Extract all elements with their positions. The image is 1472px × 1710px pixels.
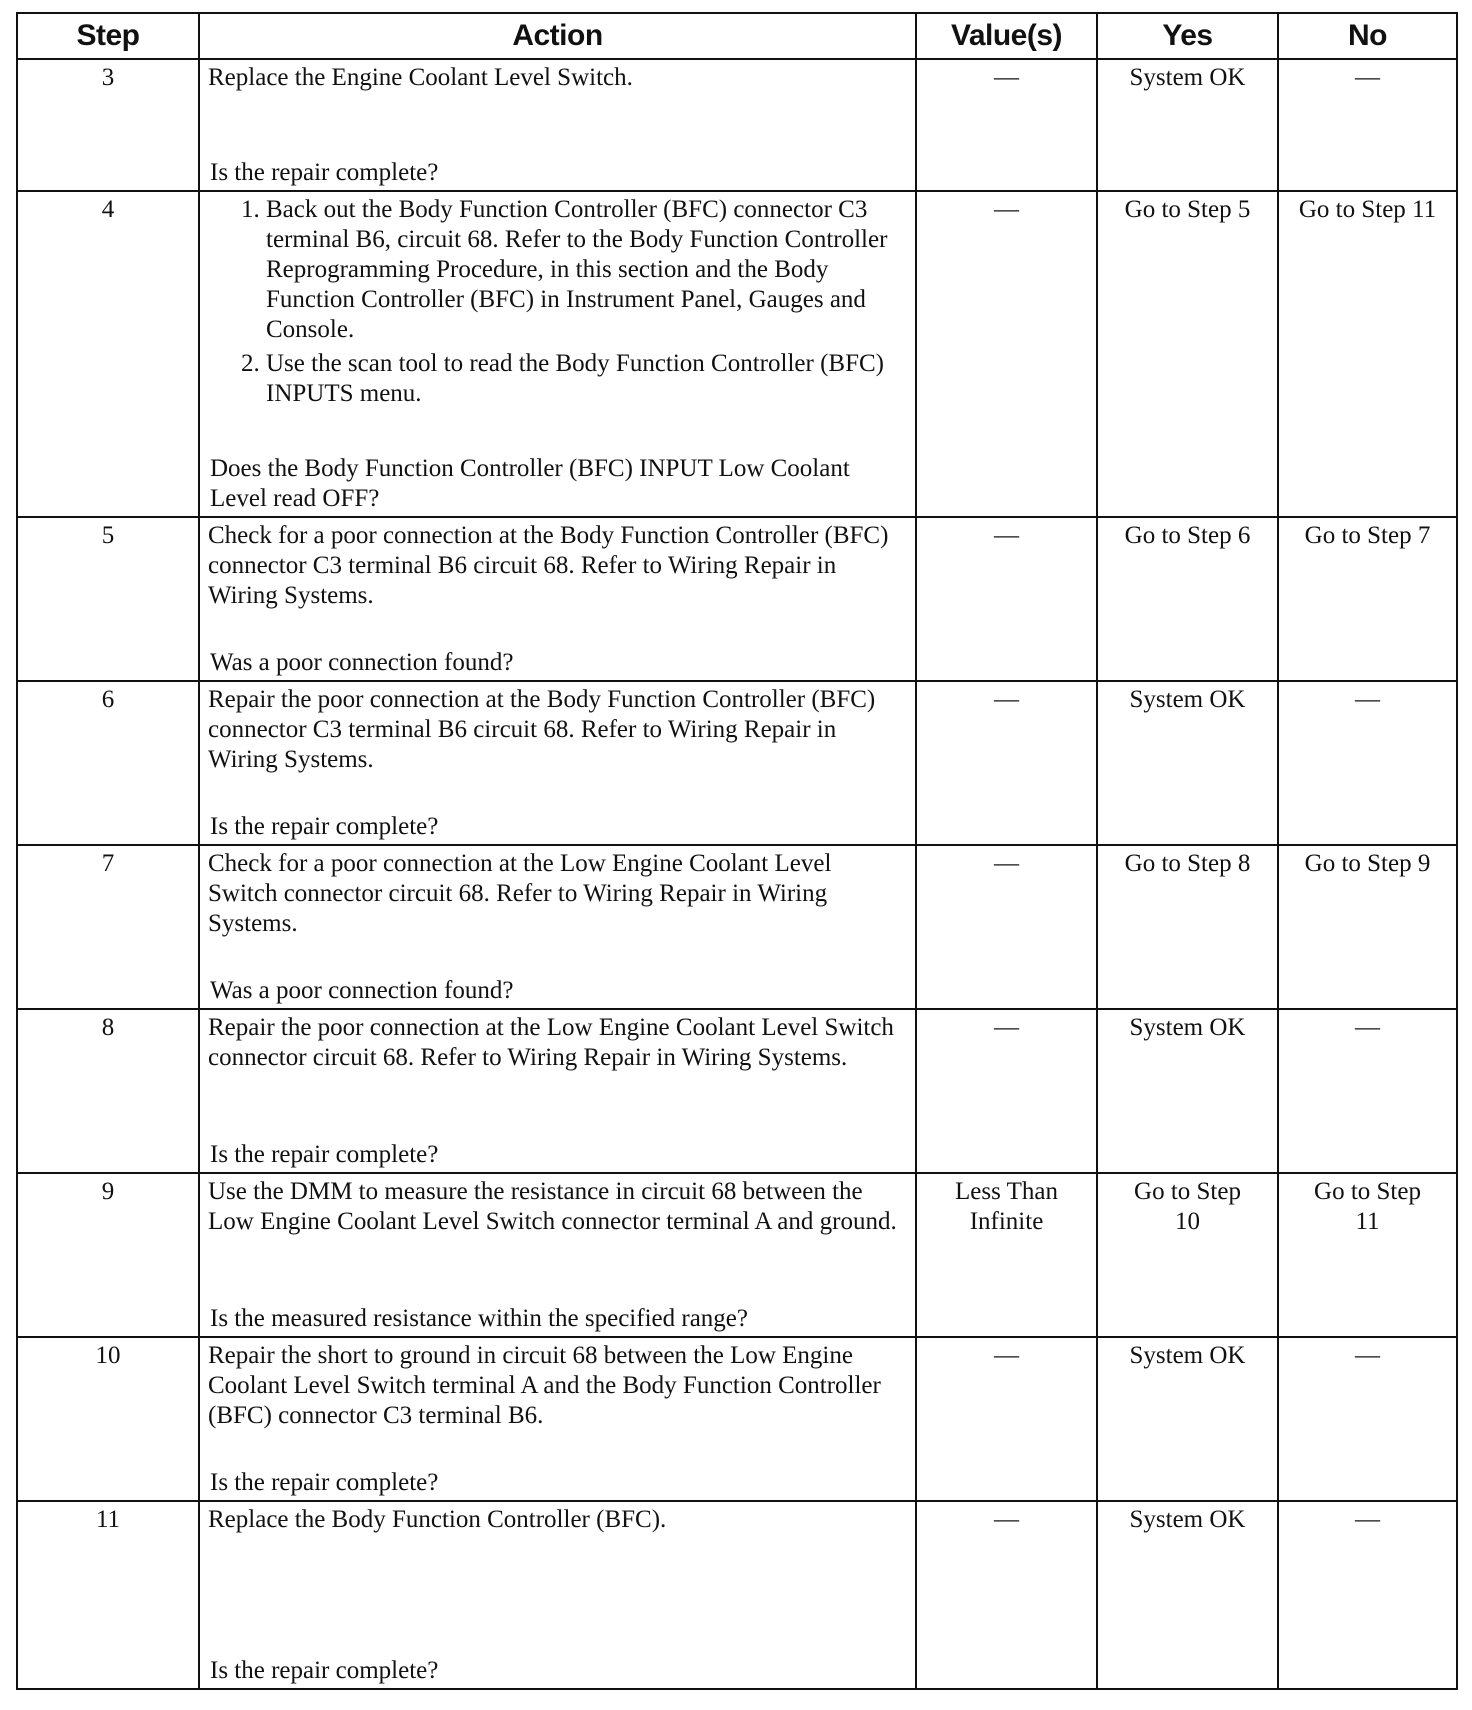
table-row — [17, 1173, 1457, 1337]
action-text: Repair the poor connection at the Body Function Controller (BFC) connector C3 terminal B6 circuit 68. Refer to Wiring Repair in Wiring Systems. — [208, 686, 876, 773]
no-cell: — — [1278, 681, 1457, 845]
yes-cell: System OK — [1097, 1337, 1278, 1501]
table-row — [17, 1501, 1457, 1689]
yes-cell: Go to Step 5 — [1097, 191, 1278, 517]
table-row — [17, 681, 1457, 845]
action-text: Replace the Body Function Controller (BFC). — [208, 1506, 667, 1533]
action-text: Check for a poor connection at the Body Function Controller (BFC) connector C3 terminal B6 circuit 68. Refer to Wiring Repair in Wiring Systems. — [208, 522, 889, 609]
header-yes: Yes — [1097, 13, 1278, 59]
action-cell — [199, 191, 916, 517]
value-cell: — — [916, 1501, 1097, 1689]
action-text: Use the DMM to measure the resistance in circuit 68 between the Low Engine Coolant Level Switch connector terminal A and ground. — [208, 1178, 897, 1235]
yes-cell: Go to Step 10 — [1097, 1173, 1278, 1337]
value-cell: — — [916, 1337, 1097, 1501]
yes-cell: Go to Step 6 — [1097, 517, 1278, 681]
step-number: 10 — [17, 1337, 199, 1501]
header-action: Action — [199, 13, 916, 59]
action-question: Is the repair complete? — [210, 813, 439, 840]
action-cell — [199, 1337, 916, 1501]
action-cell — [199, 517, 916, 681]
action-step-item: 2. Use the scan tool to read the Body Function Controller (BFC) INPUTS menu. — [266, 349, 907, 409]
no-cell: Go to Step 11 — [1278, 191, 1457, 517]
action-question: Is the repair complete? — [210, 1657, 439, 1684]
table-row — [17, 59, 1457, 191]
action-cell — [199, 1501, 916, 1689]
action-text: Repair the short to ground in circuit 68 between the Low Engine Coolant Level Switch terminal A and the Body Function Controller (BFC) connector C3 terminal B6. — [208, 1342, 881, 1429]
action-question: Was a poor connection found? — [210, 977, 514, 1004]
action-question: Is the repair complete? — [210, 1141, 439, 1168]
no-cell: Go to Step 11 — [1278, 1173, 1457, 1337]
yes-cell: Go to Step 8 — [1097, 845, 1278, 1009]
action-question: Is the repair complete? — [210, 1469, 439, 1496]
no-cell: Go to Step 7 — [1278, 517, 1457, 681]
action-cell — [199, 1009, 916, 1173]
action-question: Does the Body Function Controller (BFC) INPUT Low Coolant Level read OFF? — [210, 455, 850, 512]
value-cell: Less Than Infinite — [916, 1173, 1097, 1337]
action-question: Is the measured resistance within the specified range? — [210, 1305, 748, 1332]
step-number: 3 — [17, 59, 199, 191]
action-text: Check for a poor connection at the Low Engine Coolant Level Switch connector circuit 68. Refer to Wiring Repair in Wiring Systems. — [208, 850, 832, 937]
value-cell: — — [916, 59, 1097, 191]
step-number: 4 — [17, 191, 199, 517]
no-cell: Go to Step 9 — [1278, 845, 1457, 1009]
step-number: 6 — [17, 681, 199, 845]
action-cell — [199, 59, 916, 191]
header-values: Value(s) — [916, 13, 1097, 59]
action-cell — [199, 681, 916, 845]
yes-cell: System OK — [1097, 1009, 1278, 1173]
yes-cell: System OK — [1097, 59, 1278, 191]
yes-cell: System OK — [1097, 681, 1278, 845]
table-row — [17, 845, 1457, 1009]
value-cell: — — [916, 845, 1097, 1009]
action-step-item: 1. Back out the Body Function Controller (BFC) connector C3 terminal B6, circuit 68. Refer to the Body Function Controller Reprogramming Procedure, in this section and the Body Function Controller (BFC) in Instrument Panel, Gauges and Console. — [266, 195, 907, 345]
step-number: 8 — [17, 1009, 199, 1173]
header-row — [17, 13, 1457, 59]
value-cell: — — [916, 1009, 1097, 1173]
yes-cell: System OK — [1097, 1501, 1278, 1689]
table-row — [17, 517, 1457, 681]
table-row — [17, 191, 1457, 517]
step-number: 5 — [17, 517, 199, 681]
step-number: 11 — [17, 1501, 199, 1689]
table-row — [17, 1009, 1457, 1173]
action-text: Repair the poor connection at the Low Engine Coolant Level Switch connector circuit 68. Refer to Wiring Repair in Wiring Systems. — [208, 1014, 894, 1071]
no-cell: — — [1278, 59, 1457, 191]
no-cell: — — [1278, 1337, 1457, 1501]
action-question: Is the repair complete? — [210, 159, 439, 186]
value-cell: — — [916, 191, 1097, 517]
step-number: 7 — [17, 845, 199, 1009]
action-question: Was a poor connection found? — [210, 649, 514, 676]
table-row — [17, 1337, 1457, 1501]
no-cell: — — [1278, 1501, 1457, 1689]
no-cell: — — [1278, 1009, 1457, 1173]
header-step: Step — [17, 13, 199, 59]
value-cell: — — [916, 681, 1097, 845]
diagnostic-table — [16, 12, 1458, 1690]
value-cell: — — [916, 517, 1097, 681]
action-text: Replace the Engine Coolant Level Switch. — [208, 64, 633, 91]
action-cell — [199, 845, 916, 1009]
action-steps-list — [232, 195, 907, 409]
step-number: 9 — [17, 1173, 199, 1337]
action-cell — [199, 1173, 916, 1337]
header-no: No — [1278, 13, 1457, 59]
